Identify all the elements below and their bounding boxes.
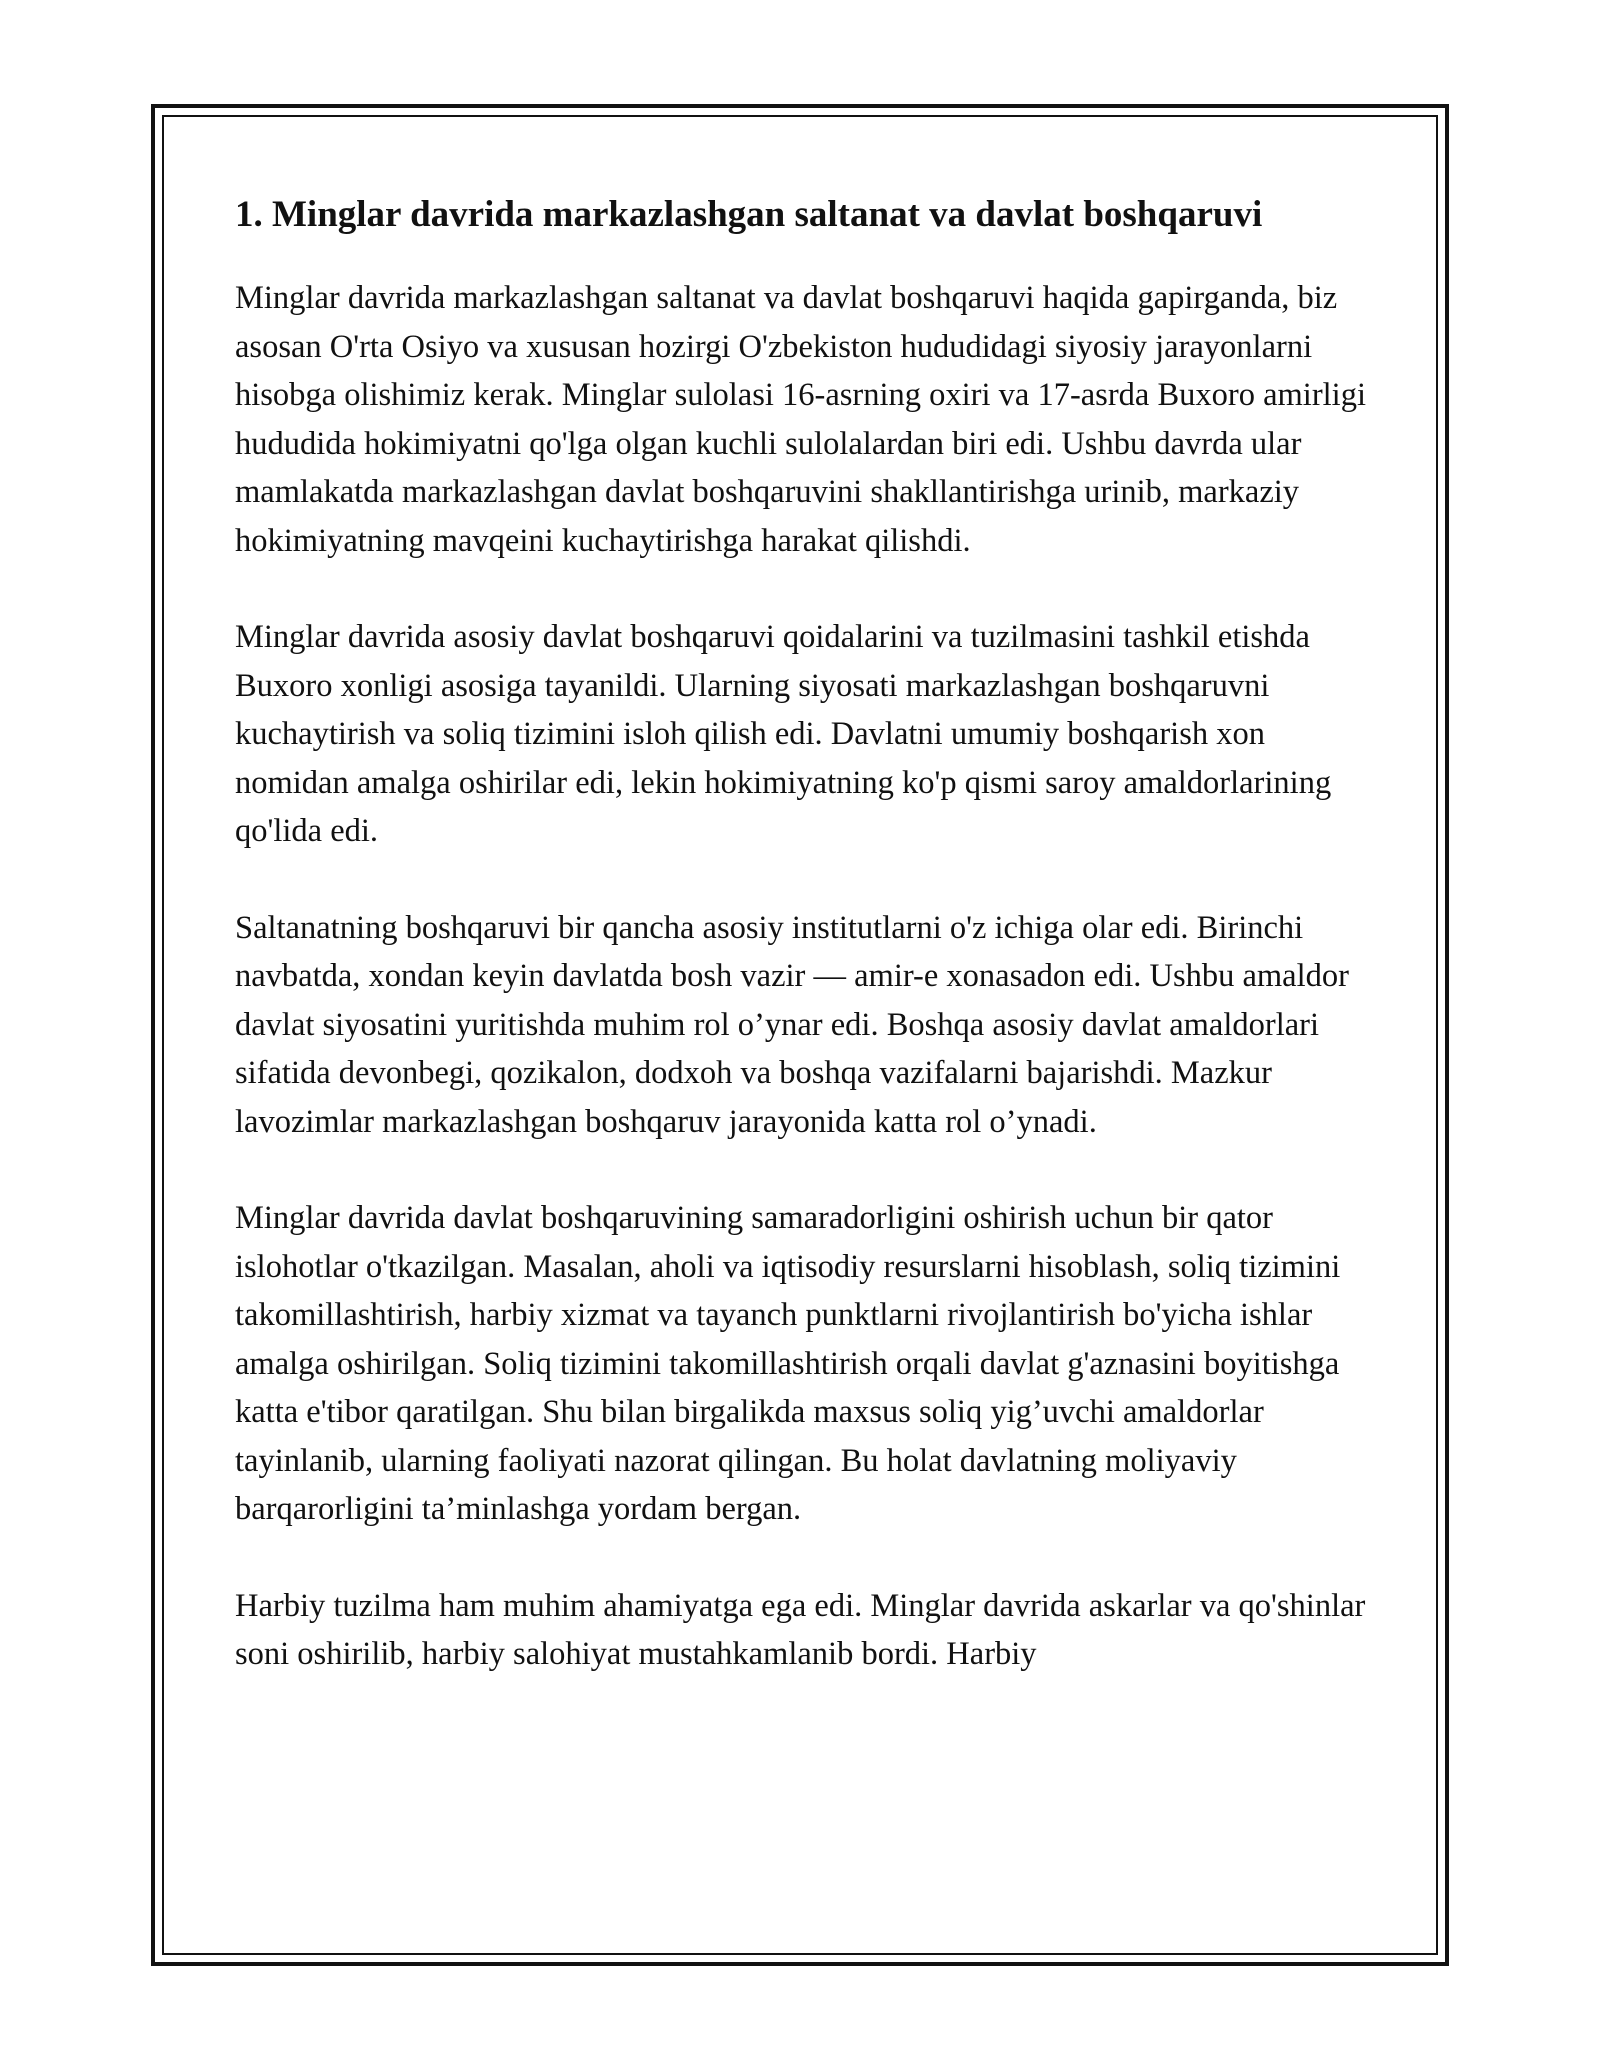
section-heading: 1. Minglar davrida markazlashgan saltanat va davlat boshqaruvi: [235, 194, 1263, 235]
document-body: [235, 188, 1385, 1727]
paragraph-2: Minglar davrida asosiy davlat boshqaruvi qoidalarini va tuzilmasini tashkil etishda Buxoro xonligi asosiga tayanildi. Ularning siyosati markazlashgan boshqaruvni kuchaytirish va soliq tizimini isloh qilish edi. Davlatni umumiy boshqarish xon nomidan amalga oshirilar edi, lekin hokimiyatning ko'p qismi saroy amaldorlarining qo'lida edi.: [235, 619, 1332, 849]
paragraph-5: Harbiy tuzilma ham muhim ahamiyatga ega edi. Minglar davrida askarlar va qo'shinlar soni oshirilib, harbiy salohiyat mustahkamlanib bordi. Harbiy: [235, 1587, 1366, 1672]
paragraph-1: Minglar davrida markazlashgan saltanat va davlat boshqaruvi haqida gapirganda, biz asosan O'rta Osiyo va xususan hozirgi O'zbekiston hududidagi siyosiy jarayonlarni hisobga olishimiz kerak. Minglar sulolasi 16-asrning oxiri va 17-asrda Buxoro amirligi hududida hokimiyatni qo'lga olgan kuchli sulolalardan biri edi. Ushbu davrda ular mamlakatda markazlashgan davlat boshqaruvini shakllantirishga urinib, markaziy hokimiyatning mavqeini kuchaytirishga harakat qilishdi.: [235, 280, 1366, 559]
paragraph-4: Minglar davrida davlat boshqaruvining samaradorligini oshirish uchun bir qator islohotlar o'tkazilgan. Masalan, aholi va iqtisodiy resurslarni hisoblash, soliq tizimini takomillashtirish, harbiy xizmat va tayanch punktlarni rivojlantirish bo'yicha ishlar amalga oshirilgan. Soliq tizimini takomillashtirish orqali davlat g'aznasini boyitishga katta e'tibor qaratilgan. Shu bilan birgalikda maxsus soliq yig’uvchi amaldorlar tayinlanib, ularning faoliyati nazorat qilingan. Bu holat davlatning moliyaviy barqarorligini ta’minlashga yordam bergan.: [235, 1200, 1341, 1527]
paragraph-3: Saltanatning boshqaruvi bir qancha asosiy institutlarni o'z ichiga olar edi. Birinchi navbatda, xondan keyin davlatda bosh vazir — amir-e xonasadon edi. Ushbu amaldor davlat siyosatini yuritishda muhim rol o’ynar edi. Boshqa asosiy davlat amaldorlari sifatida devonbegi, qozikalon, dodxoh va boshqa vazifalarni bajarishdi. Mazkur lavozimlar markazlashgan boshqaruv jarayonida katta rol o’ynadi.: [235, 909, 1349, 1140]
